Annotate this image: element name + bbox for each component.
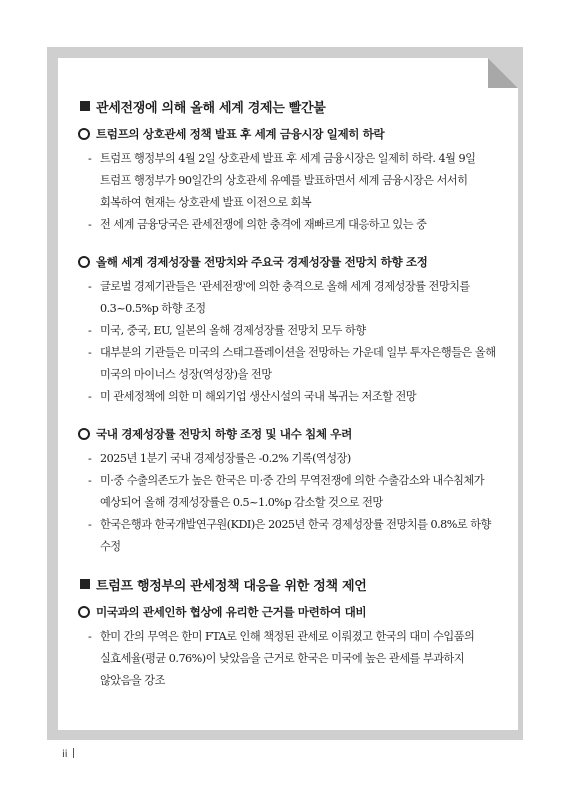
list-item: - 한국은행과 한국개발연구원(KDI)은 2025년 한국 경제성장률 전망치를 0.8%로 하향 수정 <box>74 514 504 558</box>
dash-bullet: - <box>88 324 92 337</box>
subsection-heading <box>74 424 504 444</box>
page-number: ii <box>62 749 68 760</box>
section-heading <box>74 96 504 116</box>
subsection-title: 미국과의 관세인하 협상에 유리한 근거를 마련하여 대비 <box>96 605 367 619</box>
dash-bullet: - <box>88 218 92 231</box>
document-body <box>74 84 504 692</box>
dash-bullet: - <box>88 452 92 465</box>
list-item: - 글로벌 경제기관들은 '관세전쟁'에 의한 충격으로 올해 세계 경제성장률 전망치를 0.3~0.5%p 하향 조정 <box>74 276 504 320</box>
circle-bullet-icon <box>78 606 90 618</box>
page-footer <box>62 748 74 760</box>
subsection-heading <box>74 602 504 622</box>
list-item: - 미국, 중국, EU, 일본의 올해 경제성장률 전망치 모두 하향 <box>74 320 504 342</box>
section-title: 트럼프 행정부의 관세정책 대응을 위한 정책 제언 <box>96 578 367 594</box>
circle-bullet-icon <box>78 428 90 440</box>
circle-bullet-icon <box>78 256 90 268</box>
section-heading <box>74 574 504 594</box>
dash-bullet: - <box>88 474 92 487</box>
list-item: - 트럼프 행정부의 4월 2일 상호관세 발표 후 세계 금융시장은 일제히 하락. 4월 9일 트럼프 행정부가 90일간의 상호관세 유예를 발표하면서 세계 금융시장은 서서히 회복하여 현재는 상호관세 발표 이전으로 회복 <box>74 148 504 214</box>
subsection-title: 국내 경제성장률 전망치 하향 조정 및 내수 침체 우려 <box>96 427 352 441</box>
dash-bullet: - <box>88 630 92 643</box>
dash-bullet: - <box>88 152 92 165</box>
section-title: 관세전쟁에 의해 올해 세계 경제는 빨간불 <box>96 100 326 116</box>
square-bullet-icon <box>80 579 90 589</box>
subsection-heading <box>74 252 504 272</box>
subsection-title: 트럼프의 상호관세 정책 발표 후 세계 금융시장 일제히 하락 <box>96 127 385 141</box>
list-item: - 한미 간의 무역은 한미 FTA로 인해 책정된 관세로 이뤄졌고 한국의 대미 수입품의 실효세율(평균 0.76%)이 낮았음을 근거로 한국은 미국에 높은 관세를 부과하지 않았음을 강조 <box>74 626 504 692</box>
dash-bullet: - <box>88 518 92 531</box>
list-item: - 2025년 1분기 국내 경제성장률은 -0.2% 기록(역성장) <box>74 448 504 470</box>
list-item: - 미 관세정책에 의한 미 해외기업 생산시설의 국내 복귀는 저조할 전망 <box>74 386 504 408</box>
footer-divider <box>73 748 74 758</box>
list-item: - 대부분의 기관들은 미국의 스태그플레이션을 전망하는 가운데 일부 투자은행들은 올해 미국의 마이너스 성장(역성장)을 전망 <box>74 342 504 386</box>
dash-bullet: - <box>88 390 92 403</box>
subsection-heading <box>74 124 504 144</box>
subsection-title: 올해 세계 경제성장률 전망치와 주요국 경제성장률 전망치 하향 조정 <box>96 255 428 269</box>
list-item: - 전 세계 금융당국은 관세전쟁에 의한 충격에 재빠르게 대응하고 있는 중 <box>74 214 504 236</box>
dash-bullet: - <box>88 346 92 359</box>
dash-bullet: - <box>88 280 92 293</box>
square-bullet-icon <box>80 101 90 111</box>
circle-bullet-icon <box>78 128 90 140</box>
list-item: - 미·중 수출의존도가 높은 한국은 미·중 간의 무역전쟁에 의한 수출감소와 내수침체가 예상되어 올해 경제성장률은 0.5~1.0%p 감소할 것으로 전망 <box>74 470 504 514</box>
